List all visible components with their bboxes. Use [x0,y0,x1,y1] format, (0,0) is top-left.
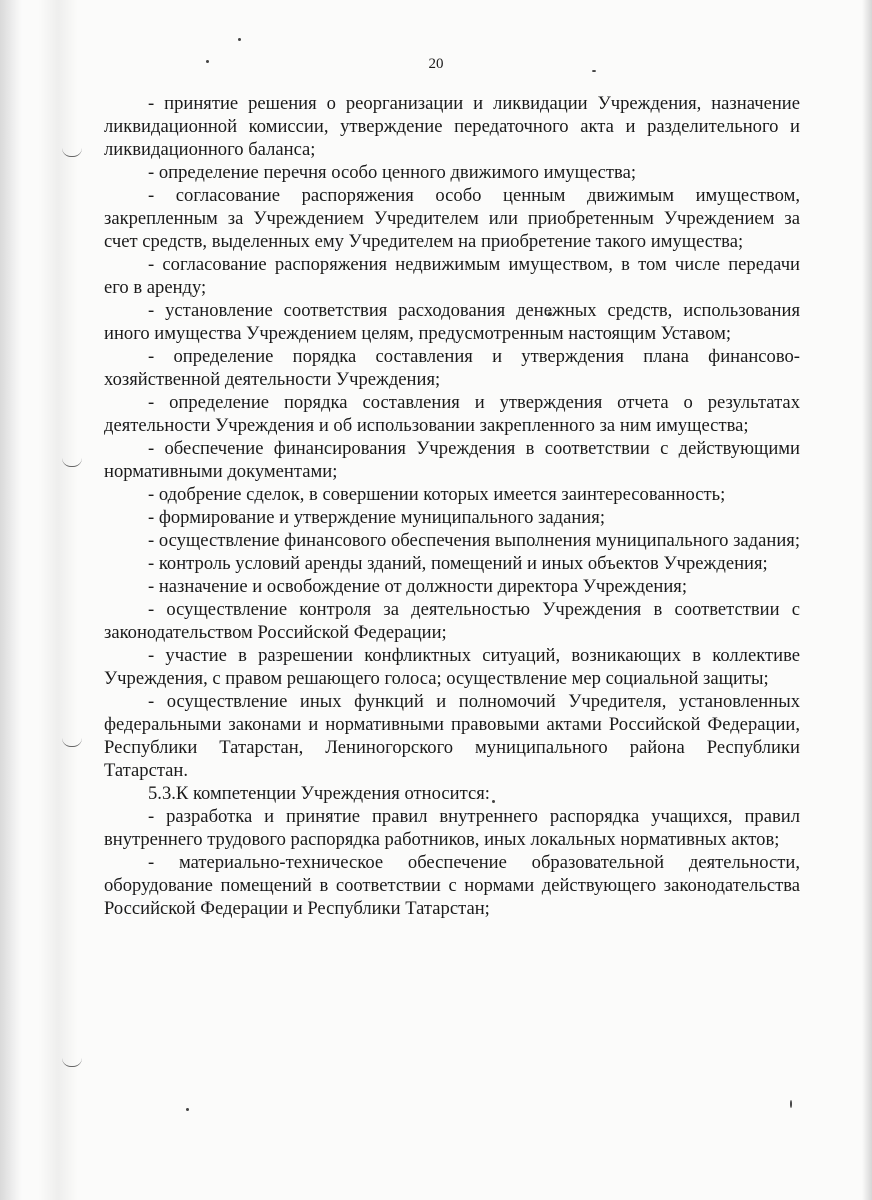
scan-speck [186,1108,189,1111]
scan-shadow-fold [38,0,78,1200]
paragraph: - обеспечение финансирования Учреждения в соответствии с действующими нормативными документами; [104,438,800,482]
paragraph: - участие в разрешении конфликтных ситуаций, возникающих в коллективе Учреждения, с правом решающего голоса; осуществление мер социальной защиты; [104,645,800,689]
paragraph: - установление соответствия расходования денежных средств, использования иного имущества Учреждением целям, предусмотренным настоящим Уставом; [104,300,800,344]
paragraph: - принятие решения о реорганизации и ликвидации Учреждения, назначение ликвидационной комиссии, утверждение передаточного акта и разделительного и ликвидационного баланса; [104,93,800,160]
paragraph: - определение порядка составления и утверждения плана финансово-хозяйственной деятельности Учреждения; [104,346,800,390]
paragraph: - контроль условий аренды зданий, помещений и иных объектов Учреждения; [148,553,768,574]
paragraph: - одобрение сделок, в совершении которых имеется заинтересованность; [148,484,726,505]
paragraph: - осуществление финансового обеспечения выполнения муниципального задания; [148,530,801,551]
scan-shadow-right [862,0,872,1200]
document-body [104,92,800,920]
scan-speck [238,38,241,41]
paragraph: - назначение и освобождение от должности директора Учреждения; [148,576,687,597]
scan-shadow-left [0,0,22,1200]
paragraph: - осуществление контроля за деятельностью Учреждения в соответствии с законодательством Российской Федерации; [104,599,800,643]
paragraph: - материально-техническое обеспечение образовательной деятельности, оборудование помещений в соответствии с нормами действующего законодательства Российской Федерации и Республики Татарстан; [104,852,800,919]
paragraph: - определение порядка составления и утверждения отчета о результатах деятельности Учреждения и об использовании закрепленного за ним имущества; [104,392,800,436]
paragraph: - согласование распоряжения недвижимым имуществом, в том числе передачи его в аренду; [104,254,800,298]
page-number: 20 [428,56,444,72]
paragraph: - формирование и утверждение муниципального задания; [148,507,605,528]
paragraph: - согласование распоряжения особо ценным движимым имуществом, закрепленным за Учреждением Учредителем или приобретенным Учреждением за счет средств, выделенных ему Учредителем на приобретение такого имущества; [104,185,800,252]
paragraph: - разработка и принятие правил внутреннего распорядка учащихся, правил внутреннего трудового распорядка работников, иных локальных нормативных актов; [104,806,800,850]
paragraph: - определение перечня особо ценного движимого имущества; [148,162,636,183]
paragraph: - осуществление иных функций и полномочий Учредителя, установленных федеральными законами и нормативными правовыми актами Российской Федерации, Республики Татарстан, Лениногорского муниципального района Республики Татарстан. [104,691,800,781]
scan-speck [790,1100,792,1108]
section-heading: 5.3.К компетенции Учреждения относится: [148,783,490,804]
